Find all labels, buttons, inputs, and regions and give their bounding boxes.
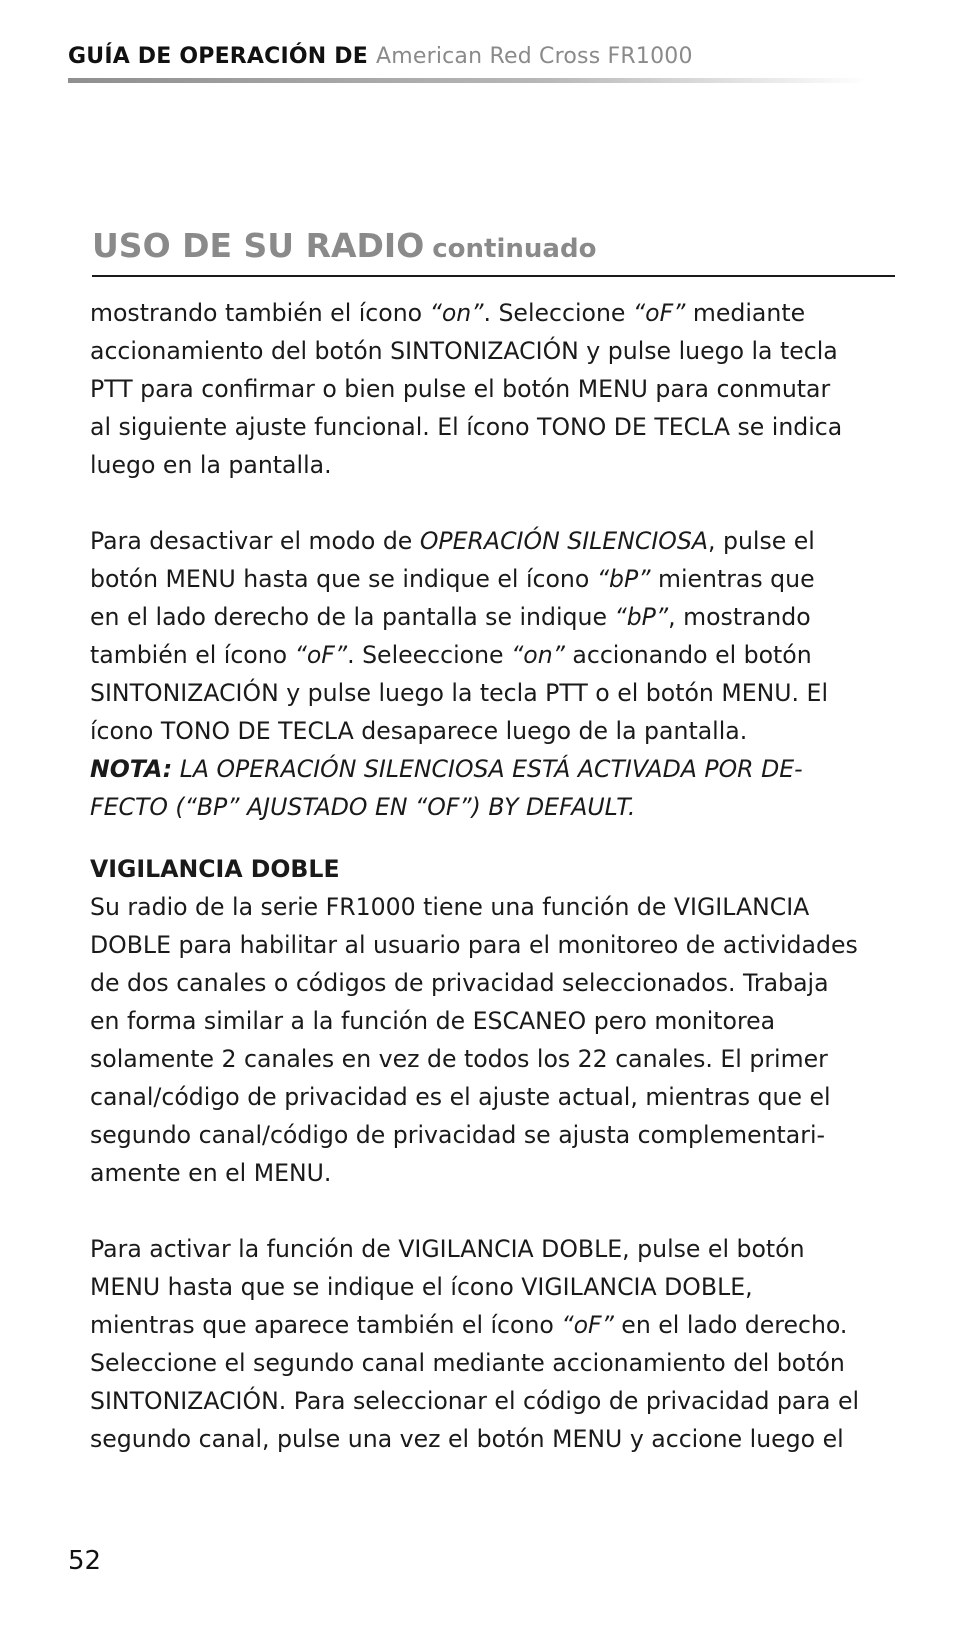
text-line: SINTONIZACIÓN y pulse luego la tecla PTT o el botón MENU. El (90, 679, 829, 707)
note-label: NOTA: (90, 755, 173, 783)
text-line: Su radio de la serie FR1000 tiene una función de VIGILANCIA (90, 893, 810, 921)
subsection-heading: VIGILANCIA DOBLE (90, 855, 340, 883)
text-line: de dos canales o códigos de privacidad seleccionados. Trabaja (90, 969, 829, 997)
section-title-sub: continuado (432, 234, 597, 264)
text-line: amente en el MENU. (90, 1159, 332, 1187)
text-line: PTT para confirmar o bien pulse el botón MENU para conmutar (90, 375, 831, 403)
text-line: también el ícono “oF”. Seleeccione “on” accionando el botón (90, 641, 812, 669)
text-line: ícono TONO DE TECLA desaparece luego de la pantalla. (90, 717, 748, 745)
text-line: luego en la pantalla. (90, 451, 332, 479)
body-text (90, 294, 895, 1458)
text-line: mientras que aparece también el ícono “oF” en el lado derecho. (90, 1311, 848, 1339)
header-guide-label: GUÍA DE OPERACIÓN DE (68, 44, 368, 69)
text-line: botón MENU hasta que se indique el ícono “bP” mientras que (90, 565, 815, 593)
header-product-name: American Red Cross FR1000 (375, 44, 693, 69)
text-line: Seleccione el segundo canal mediante accionamiento del botón (90, 1349, 845, 1377)
text-line: en el lado derecho de la pantalla se indique “bP”, mostrando (90, 603, 811, 631)
section-title-main: USO DE SU RADIO (92, 226, 425, 265)
section-title (92, 226, 596, 265)
text-line: mostrando también el ícono “on”. Seleccione “oF” mediante (90, 299, 806, 327)
text-line: canal/código de privacidad es el ajuste actual, mientras que el (90, 1083, 831, 1111)
text-line: DOBLE para habilitar al usuario para el monitoreo de actividades (90, 931, 858, 959)
text-line: en forma similar a la función de ESCANEO pero monitorea (90, 1007, 776, 1035)
text-line: segundo canal, pulse una vez el botón MENU y accione luego el (90, 1425, 844, 1453)
text-line: SINTONIZACIÓN. Para seleccionar el código de privacidad para el (90, 1387, 860, 1415)
text-line: accionamiento del botón SINTONIZACIÓN y pulse luego la tecla (90, 337, 838, 365)
note-line: FECTO (“BP” AJUSTADO EN “OF”) BY DEFAULT. (90, 793, 636, 821)
running-header (68, 44, 693, 69)
text-line: Para activar la función de VIGILANCIA DOBLE, pulse el botón (90, 1235, 805, 1263)
page-number: 52 (68, 1546, 102, 1576)
text-line: al siguiente ajuste funcional. El ícono TONO DE TECLA se indica (90, 413, 843, 441)
header-rule (68, 78, 868, 83)
text-line: segundo canal/código de privacidad se ajusta complementari- (90, 1121, 826, 1149)
text-line: Para desactivar el modo de OPERACIÓN SILENCIOSA, pulse el (90, 527, 815, 555)
section-title-rule (92, 275, 895, 277)
note-line: NOTA: LA OPERACIÓN SILENCIOSA ESTÁ ACTIVADA POR DE- (90, 755, 803, 783)
text-line: solamente 2 canales en vez de todos los 22 canales. El primer (90, 1045, 828, 1073)
text-line: MENU hasta que se indique el ícono VIGILANCIA DOBLE, (90, 1273, 753, 1301)
